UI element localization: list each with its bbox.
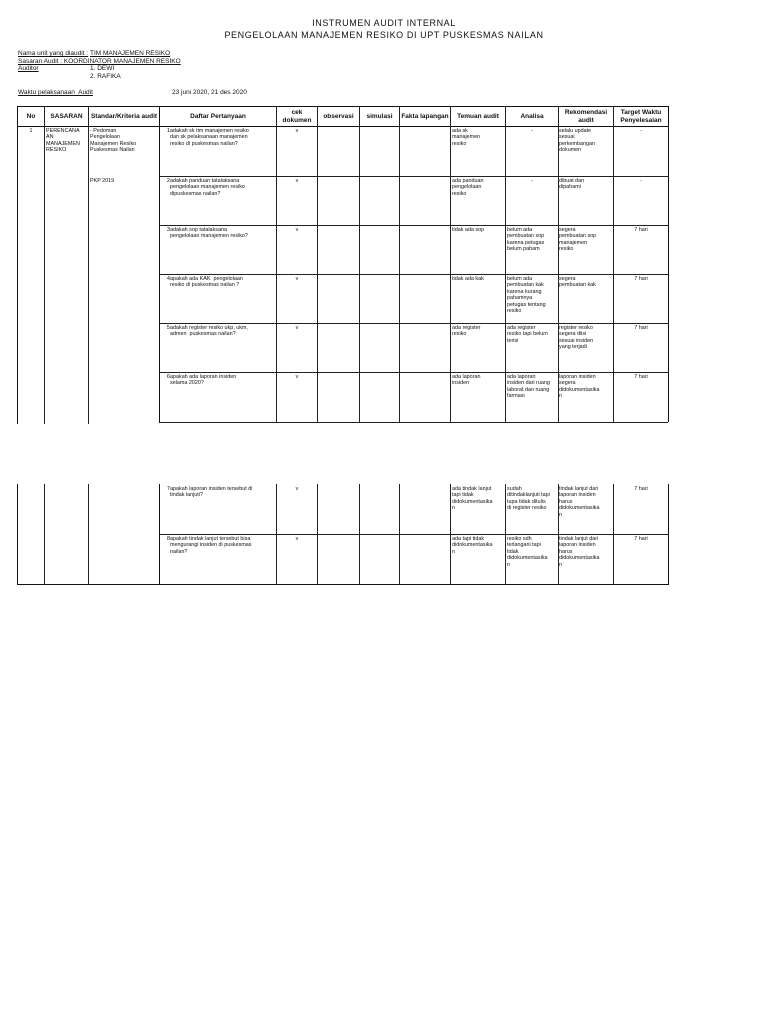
analisa: resiko sdh terlangani tapi tidak didokumentasika n bbox=[507, 536, 548, 568]
question: adakah sop tatalaksana pengelolaan manajemen resiko? bbox=[170, 227, 248, 240]
question: apakah ada KAK pengelolaan resiko di puskesmas nailan ? bbox=[170, 276, 243, 289]
rekomendasi: selalu update sesuai perkembangan dokumen bbox=[559, 128, 595, 154]
header-rekomendasi: Rekomendasi audit bbox=[564, 108, 608, 124]
target: 7 hari bbox=[634, 325, 648, 331]
cek-dokumen: v bbox=[295, 227, 299, 233]
target: - bbox=[640, 128, 642, 134]
header-temuan: Temuan audit bbox=[457, 112, 499, 120]
auditor-2: 2. RAFIKA bbox=[90, 72, 121, 80]
question: adakah register resiko ukp, ukm, admen puskesmas nailan? bbox=[170, 325, 248, 338]
analisa: - bbox=[531, 128, 533, 134]
rekomendasi: dibuat dan dipahami bbox=[559, 178, 585, 191]
question: apakah tindak lanjut tersebut bisa mengurangi insiden di puskesmas nailan? bbox=[170, 536, 252, 555]
question: apakah laporan insiden tersebut di tindak lanjuti? bbox=[170, 486, 253, 499]
header-cek: cek dokumen bbox=[282, 108, 312, 124]
row-number: 4 bbox=[166, 276, 170, 282]
header-target: Target Waktu Penyelesaian bbox=[620, 108, 662, 124]
question: adakah sk tim manajemen resiko dan sk pelaksanaan manajemen resiko di puskesmas nailan? bbox=[170, 128, 249, 147]
analisa: ada laporan insiden dari ruang laborat dan ruang farmasi bbox=[507, 374, 550, 400]
temuan: ada laporan insiden bbox=[452, 374, 481, 387]
cek-dokumen: v bbox=[295, 325, 299, 331]
row-number: 7 bbox=[166, 486, 170, 492]
target: 7 hari bbox=[634, 227, 648, 233]
question: adakah panduan tatalaksana pengelolaan manajemen resiko dipuskesmas nailan? bbox=[170, 178, 245, 197]
temuan: tidak ada sop bbox=[452, 227, 485, 233]
waktu-label: Waktu pelaksanaan Audit bbox=[18, 89, 93, 96]
row-number: 6 bbox=[166, 374, 170, 380]
header-analisa: Analisa bbox=[520, 112, 544, 120]
temuan: ada sk manajemen resiko bbox=[452, 128, 481, 147]
analisa: - bbox=[531, 178, 533, 184]
document-title: INSTRUMEN AUDIT INTERNAL bbox=[312, 18, 456, 28]
row-number: 3 bbox=[166, 227, 170, 233]
row-number: 2 bbox=[166, 178, 170, 184]
header-simulasi: simulasi bbox=[366, 112, 393, 120]
analisa: belum ada pembuatan kak karena kurang pahamnya petugas tentang resiko bbox=[507, 276, 546, 315]
cek-dokumen: v bbox=[295, 536, 299, 542]
question: apakah ada laporan insiden selama 2020? bbox=[170, 374, 237, 387]
header-observasi: observasi bbox=[323, 112, 354, 120]
document-subtitle: PENGELOLAAN MANAJEMEN RESIKO DI UPT PUSKESMAS NAILAN bbox=[224, 30, 544, 40]
target: 7 hari bbox=[634, 276, 648, 282]
header-fakta: Fakta lapangan bbox=[401, 112, 449, 120]
auditor-label: Auditor bbox=[18, 65, 39, 72]
row-number: 8 bbox=[166, 536, 170, 542]
sasaran-audit: Sasaran Audit : KOORDINATOR MANAJEMEN RESIKO bbox=[18, 57, 181, 65]
analisa: ada register resiko tapi belum terisi bbox=[507, 325, 548, 344]
cek-dokumen: v bbox=[295, 178, 299, 184]
rekomendasi: laporan insiden segera didokumentasika n bbox=[559, 374, 600, 400]
row-number: 1 bbox=[166, 128, 170, 134]
cek-dokumen: v bbox=[295, 374, 299, 380]
temuan: ada register resiko bbox=[452, 325, 481, 338]
section-no: 1 bbox=[29, 128, 33, 134]
rekomendasi: segera pembuatan sop manajemen resiko bbox=[559, 227, 597, 253]
row-number: 5 bbox=[166, 325, 170, 331]
unit-value: TIM MANAJEMEN RESIKO bbox=[90, 50, 171, 57]
section-standar-2: PKP 2019 bbox=[90, 178, 115, 184]
unit-label: Nama unit yang diaudit : bbox=[18, 50, 89, 57]
section-standar-1: - Pedoman Pengelolaan Manajemen Resiko Puskesmas Nailan bbox=[90, 128, 137, 154]
rekomendasi: register resiko segera diisi sesuai insiden yang terjadi bbox=[559, 325, 594, 351]
cek-dokumen: v bbox=[295, 128, 299, 134]
header-no: No bbox=[26, 112, 36, 120]
analisa: belum ada pembuatan sop karena petugas belum paham bbox=[507, 227, 545, 253]
temuan: ada tindak lanjut tapi tidak didokumentasika n bbox=[452, 486, 493, 512]
rekomendasi: tindak lanjut dari laporan insiden harus didokumentasika n bbox=[559, 486, 600, 518]
cek-dokumen: v bbox=[295, 276, 299, 282]
analisa: sudah ditindaklanjuti tapi tupa tidak ditulis di register resiko bbox=[507, 486, 550, 512]
rekomendasi: segera pembuatan kak bbox=[559, 276, 596, 289]
header-sasaran: SASARAN bbox=[50, 112, 83, 120]
rekomendasi: tindak lanjut dari laporan insiden harus didokumentasika n bbox=[559, 536, 600, 568]
auditor-1: 1. DEWI bbox=[90, 65, 115, 72]
target: 7 hari bbox=[634, 536, 648, 542]
header-daftar: Daftar Pertanyaan bbox=[190, 112, 246, 120]
section-sasaran: PERENCANA AN MANAJEMEN RESIKO bbox=[46, 128, 80, 154]
target: 7 hari bbox=[634, 486, 648, 492]
cek-dokumen: v bbox=[295, 486, 299, 492]
header-standar: Standar/Kriteria audit bbox=[90, 112, 158, 120]
temuan: tidak ada kak bbox=[452, 276, 484, 282]
waktu-value: 23 juni 2020, 21 des 2020 bbox=[172, 89, 247, 96]
temuan: ada panduan pengelolaan resiko bbox=[452, 178, 484, 197]
temuan: ada tapi tidak didokumentasika n bbox=[452, 536, 493, 555]
target: 7 hari bbox=[634, 374, 648, 380]
target: - bbox=[640, 178, 642, 184]
